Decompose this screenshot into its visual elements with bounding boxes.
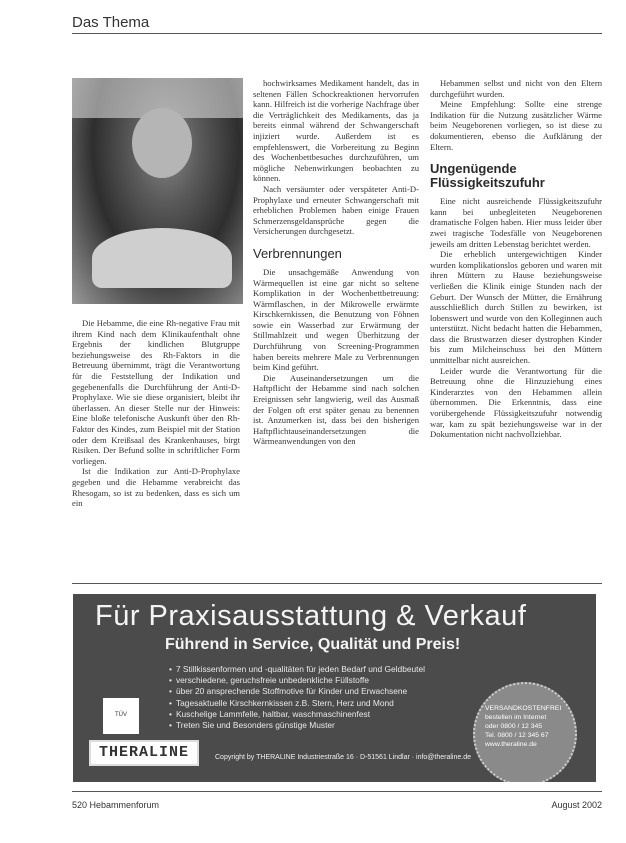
subheading-fluessigkeitszufuhr: Ungenügende Flüssigkeitszufuhr: [430, 161, 545, 191]
ad-contact: Copyright by THERALINE Industriestraße 16 · D-51561 Lindlar · info@theraline.de: [215, 754, 471, 761]
col1-paragraph: Ist die Indikation zur Anti-D-Prophylaxe gegeben und die Hebamme verabreicht das Rhesogam, so ist zu bedenken, dass es sich um ein: [72, 466, 240, 509]
ad-feature-item: • Kuschelige Lammfelle, haltbar, waschmaschinenfest: [169, 709, 459, 720]
col3-paragraph: Die erheblich untergewichtigen Kinder wurden komplikationslos geboren und waren mit ihren Müttern zu Hause beziehungsweise verließen die Klinik einige Stunden nach der Geburt. Der Wunsch der Mütter, die Ernährung ausschließlich durch Stillen zu bewirken, ist lobenswert und wurde von den Kolleginnen auch unterstützt. Nicht bedacht hatten die Hebammen, dass die Brustwarzen dieser dystrophen Kinder bis zum Milcheinschuss bei den Müttern unmittelbar nicht ausreichen.: [430, 249, 602, 366]
ad-separator: [72, 583, 602, 584]
tuev-seal-icon: TÜV: [103, 698, 139, 734]
badge-line: bestellen im Internet: [485, 714, 547, 721]
badge-line: VERSANDKOSTENFREI: [485, 705, 562, 712]
photo-figure-head: [132, 108, 192, 178]
col3-paragraph: Hebammen selbst und nicht von den Eltern durchgeführt wurden.: [430, 78, 602, 99]
article-column-2: [253, 78, 419, 447]
advertisement[interactable]: [73, 594, 596, 782]
col2-paragraph: Nach versäumter oder verspäteter Anti-D-Prophylaxe und erneuter Schwangerschaft mit erheblichen Problemen haben einige Frauen Schmerzensgeldansprüche gegen die Versicherungen durchgesetzt.: [253, 183, 419, 237]
footer-rule: [72, 791, 602, 792]
col1-paragraph: Die Hebamme, die eine Rh-negative Frau mit ihrem Kind nach dem Klinikaufenthalt ohne Ergebnis der kindlichen Blutgruppe beziehungsweise des Rh-Faktors in die Betreuung übernimmt, trägt die Verantwortung für die Feststellung der Indikation und gegebenenfalls die Durchführung der Anti-D-Prophylaxe. Wie sie diese organisiert, bleibt ihr überlassen. An dieser Stelle nur der Hinweis: Eine bloße telefonische Auskunft über den Rh-Faktor des Kindes, zum Beispiel mit der Station oder dem Kreißsaal des Krankenhauses, birgt Risiken. Der Befund sollte in schriftlicher Form vorliegen.: [72, 318, 240, 466]
col2-paragraph: Die unsachgemäße Anwendung von Wärmequellen ist eine gar nicht so seltene Komplikation in der Wochenbettbetreuung: Wärmflaschen, in der Mikrowelle erwärmte Kirschkernkissen, die Benutzung von Föhnen sowie ein Wasserbad zur Erwärmung der Stillmahlzeit und wegen Überhitzung der Durchführung von Screening-Programmen haben bereits mehrere Male zu Verbrennungen beim Kind geführt.: [253, 266, 419, 373]
section-label: Das Thema: [72, 14, 150, 31]
col2-paragraph: Die Auseinandersetzungen um die Haftpflicht der Hebamme sind nach solchen Ereignissen sehr langwierig, weil das Ausmaß der Folgen oft erst später genau zu benennen ist. Anzumerken ist, dass bei den bisherigen Haftpflichtauseinandersetzungen die Wärmeanwendungen von den: [253, 372, 419, 447]
footer-page-info: 520 Hebammenforum: [72, 800, 160, 810]
ad-feature-item: • verschiedene, geruchsfreie unbedenkliche Füllstoffe: [169, 675, 459, 686]
footer-date: August 2002: [551, 800, 602, 810]
article-column-1: [72, 318, 240, 509]
header-rule: [72, 33, 602, 34]
photo-baby: [92, 228, 232, 288]
ad-subtitle: Führend in Service, Qualität und Preis!: [165, 636, 461, 653]
col3-paragraph: Leider wurde die Verantwortung für die Betreuung ohne die Hinzuziehung eines Kinderarztes von den Hebammen allein übernommen. Die Erkenntnis, dass eine vorübergehende Flüssigkeitszufuhr notwendig war, kam zu spät beziehungsweise war in der Dokumentation nicht nachvollziehbar.: [430, 365, 602, 440]
ad-feature-item: • Tagesaktuelle Kirschkernkissen z.B. Stern, Herz und Mond: [169, 698, 459, 709]
col2-paragraph: hochwirksames Medikament handelt, das in seltenen Fällen Schockreaktionen hervorrufen kann. Hilfreich ist die vorherige Nachfrage über die Verträglichkeit des Medikaments, das ja bereits einmal während der Schwangerschaft injiziert wurde. Außerdem ist es empfehlenswert, die Vorbereitung zu Beginn des Wochenbettbesuches durchzuführen, um mögliche Nebenwirkungen beobachten zu können.: [253, 78, 419, 184]
badge-line: oder 0800 / 12 345: [485, 723, 543, 730]
article-column-3: [430, 78, 602, 440]
badge-line[interactable]: www.theraline.de: [485, 741, 537, 748]
ad-title: Für Praxisausstattung & Verkauf: [95, 600, 527, 632]
ad-feature-item: • Treten Sie und Besonders günstige Muster: [169, 720, 459, 731]
ad-feature-item: • 7 Stillkissenformen und -qualitäten für jeden Bedarf und Geldbeutel: [169, 664, 459, 675]
brand-logo: THERALINE: [89, 740, 199, 766]
col3-paragraph: Meine Empfehlung: Sollte eine strenge Indikation für die Nutzung zusätzlicher Wärme beim Neugeborenen vorliegen, so ist diese zu dokumentieren, ebenso die Aufklärung der Eltern.: [430, 99, 602, 152]
col3-paragraph: Eine nicht ausreichende Flüssigkeitszufuhr kann bei unbegleiteten Neugeborenen dramatische Folgen haben. Hier muss leider über zwei tragische Todesfälle von Neugeborenen jeweils am dritten Lebenstag berichtet werden.: [430, 196, 602, 249]
article-photo: [72, 78, 243, 304]
ad-badge-text: [485, 704, 581, 749]
badge-line: Tel. 0800 / 12 345 67: [485, 732, 549, 739]
ad-feature-list: [169, 664, 459, 731]
ad-feature-item: • über 20 ansprechende Stoffmotive für Kinder und Erwachsene: [169, 686, 459, 697]
subheading-verbrennungen: Verbrennungen: [253, 245, 342, 261]
